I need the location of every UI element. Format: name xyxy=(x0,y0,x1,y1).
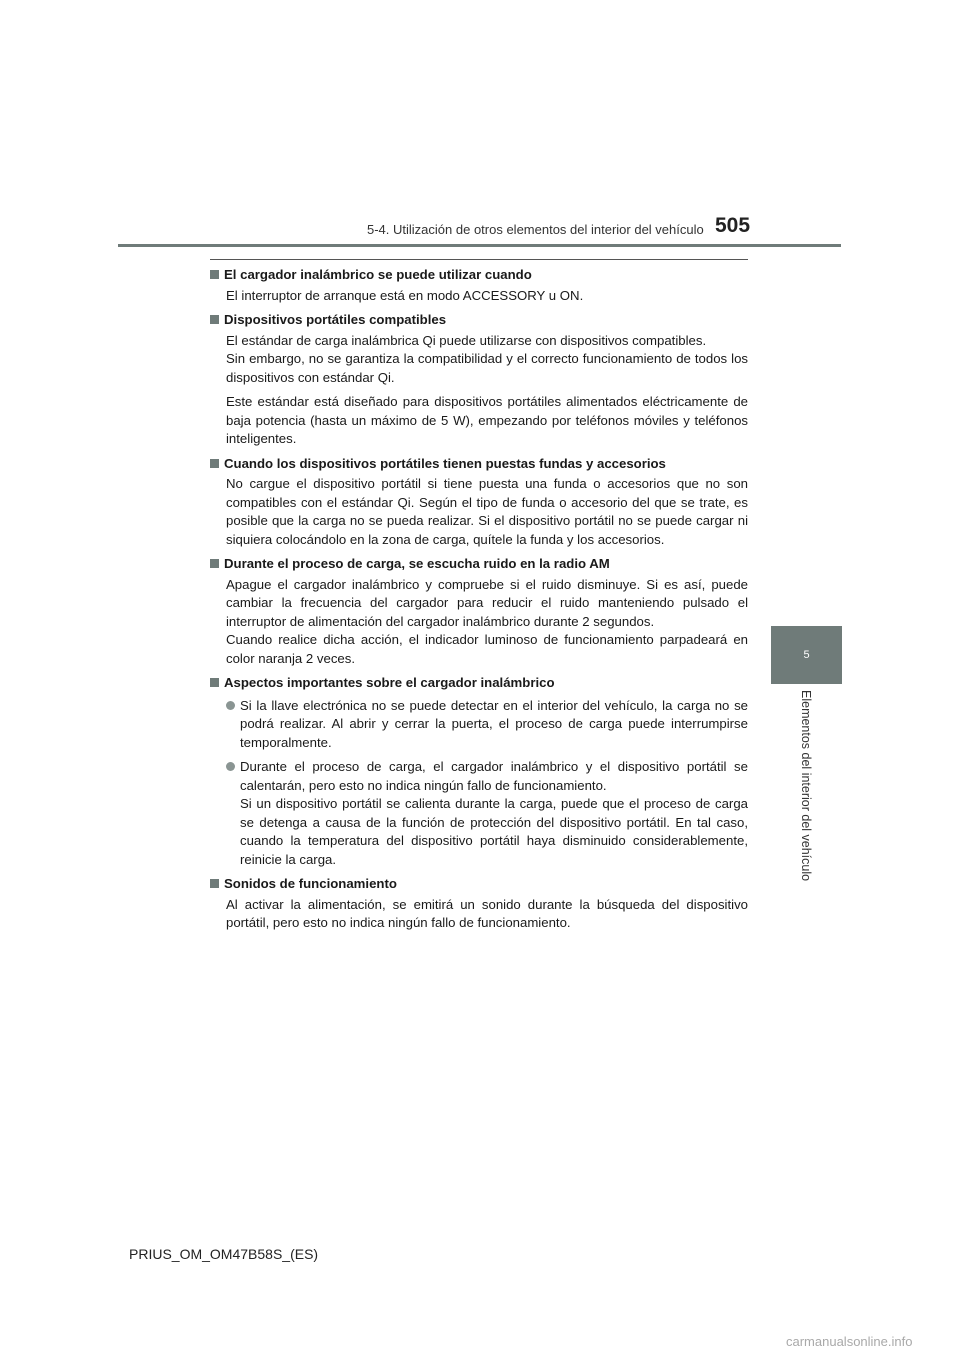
section-cases-accessories xyxy=(210,455,748,550)
chapter-number: 5 xyxy=(803,649,810,661)
section-am-radio-noise xyxy=(210,555,748,668)
paragraph: No cargue el dispositivo portátil si tiene puesta una funda o accesorios que no son compatibles con el estándar Qi. Según el tipo de funda o accesorio del que se trate, es posible que la carga no se pueda realizar. Si el dispositivo portátil no se puede cargar ni siquiera colocándolo en la zona de carga, quítele la funda y los accesorios. xyxy=(226,476,748,547)
heading-text: Sonidos de funcionamiento xyxy=(224,876,397,891)
list-item-text: Durante el proceso de carga, el cargador inalámbrico y el dispositivo portátil se calentarán, pero esto no indica ningún fallo de funcionamiento. Si un dispositivo portátil se calienta durante la carga, puede que el proceso de carga se detenga a causa de la función de protección del dispositivo portátil. En tal caso, cuando la temperatura del dispositivo portátil haya disminuido considerablemente, reinicie la carga. xyxy=(240,759,748,867)
circle-bullet-icon xyxy=(226,701,235,710)
watermark: carmanualsonline.info xyxy=(786,1334,913,1349)
list-item xyxy=(224,758,748,869)
header-divider xyxy=(118,244,841,247)
heading-text: El cargador inalámbrico se puede utilizar cuando xyxy=(224,267,532,282)
square-bullet-icon xyxy=(210,678,219,687)
section-heading xyxy=(210,674,748,693)
square-bullet-icon xyxy=(210,879,219,888)
heading-text: Dispositivos portátiles compatibles xyxy=(224,312,447,327)
section-heading xyxy=(210,455,748,474)
section-compatible-devices xyxy=(210,311,748,449)
heading-text: Durante el proceso de carga, se escucha ruido en la radio AM xyxy=(224,556,610,571)
document-code: PRIUS_OM_OM47B58S_(ES) xyxy=(129,1246,319,1262)
circle-bullet-icon xyxy=(226,762,235,771)
page-number: 505 xyxy=(715,214,751,237)
section-usage-conditions xyxy=(210,266,748,305)
square-bullet-icon xyxy=(210,315,219,324)
heading-text: Aspectos importantes sobre el cargador inalámbrico xyxy=(224,675,555,690)
paragraph: El estándar de carga inalámbrica Qi puede utilizarse con dispositivos compatibles. Sin embargo, no se garantiza la compatibilidad y el correcto funcionamiento de todos los dispositivos con estándar Qi. xyxy=(226,332,748,385)
section-important-aspects xyxy=(210,674,748,869)
section-heading xyxy=(210,266,748,285)
paragraph: Este estándar está diseñado para dispositivos portátiles alimentados eléctricamente de baja potencia (hasta un máximo de 5 W), empezando por teléfonos móviles y teléfonos inteligentes. xyxy=(226,394,748,446)
heading-text: Cuando los dispositivos portátiles tienen puestas fundas y accesorios xyxy=(224,455,666,471)
chapter-title-vertical: Elementos del interior del vehículo xyxy=(799,690,813,882)
main-content xyxy=(210,266,748,939)
square-bullet-icon xyxy=(210,270,219,279)
list-item-text: Si la llave electrónica no se puede detectar en el interior del vehículo, la carga no se podrá realizar. Al abrir y cerrar la puerta, el proceso de carga puede interrumpirse temporalmente. xyxy=(240,697,748,750)
list-item xyxy=(224,697,748,753)
paragraph: Al activar la alimentación, se emitirá un sonido durante la búsqueda del dispositivo portátil, pero esto no indica ningún fallo de funcionamiento. xyxy=(226,896,748,930)
square-bullet-icon xyxy=(210,559,219,568)
square-bullet-icon xyxy=(210,459,219,468)
content-divider xyxy=(210,259,748,260)
section-operation-sounds xyxy=(210,875,748,933)
section-heading xyxy=(210,875,748,894)
paragraph: El interruptor de arranque está en modo ACCESSORY u ON. xyxy=(226,287,584,303)
chapter-tab xyxy=(771,626,842,684)
bullet-list xyxy=(224,697,748,870)
section-heading xyxy=(210,311,748,330)
section-heading xyxy=(210,555,748,574)
paragraph: Apague el cargador inalámbrico y compruebe si el ruido disminuye. Si es así, puede cambiar la frecuencia del cargador para reducir el ruido manteniendo pulsado el interruptor de alimentación del cargador inalámbrico durante 2 segundos. Cuando realice dicha acción, el indicador luminoso de funcionamiento parpadeará en color naranja 2 veces. xyxy=(226,576,748,666)
section-title: 5-4. Utilización de otros elementos del interior del vehículo xyxy=(367,222,704,237)
